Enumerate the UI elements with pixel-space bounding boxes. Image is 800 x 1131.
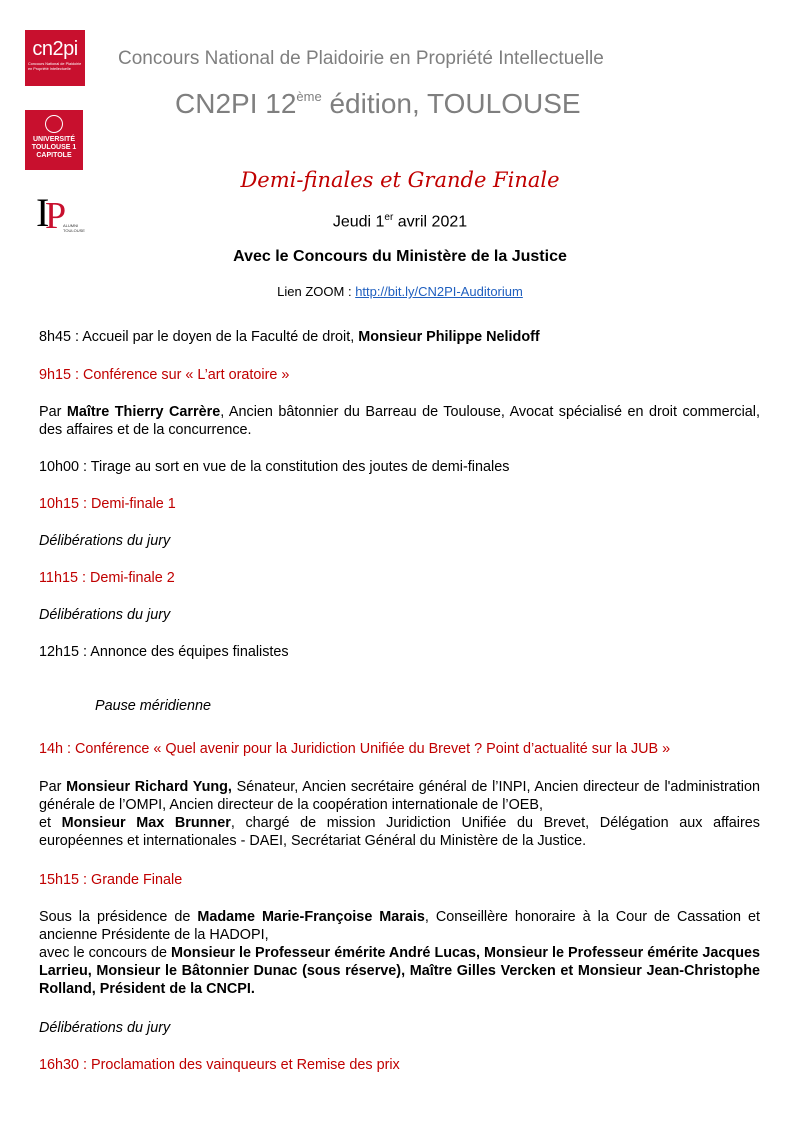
accueil-text: 8h45 : Accueil par le doyen de la Faculté de droit,	[39, 329, 359, 345]
program-annonce: 12h15 : Annonce des équipes finalistes	[39, 644, 289, 660]
program-demi-finale-2: 11h15 : Demi-finale 2	[39, 570, 175, 586]
program-conference-1: 9h15 : Conférence sur « L’art oratoire »	[39, 367, 290, 383]
conf2-speaker-2: Monsieur Max Brunner	[61, 815, 231, 831]
finale-president: Madame Marie-Françoise Marais	[197, 909, 425, 925]
program-finale-jury	[39, 908, 760, 998]
cn2pi-logo	[25, 30, 85, 86]
zoom-line	[0, 284, 800, 299]
zoom-link[interactable]: http://bit.ly/CN2PI-Auditorium	[355, 284, 523, 299]
date-suffix: avril 2021	[393, 213, 468, 231]
program-demi-finale-1: 10h15 : Demi-finale 1	[39, 496, 176, 512]
program-conference-2: 14h : Conférence « Quel avenir pour la Juridiction Unifiée du Brevet ? Point d’actualité sur la JUB »	[39, 741, 671, 757]
program-deliberations-3: Délibérations du jury	[39, 1020, 171, 1036]
conf2-desc-1: Sénateur, Ancien secrétaire général de l’INPI, Ancien directeur de l'administration générale de l’OMPI, Ancien directeur de la coopération internationale de l’OEB,	[39, 779, 760, 813]
program-deliberations-2: Délibérations du jury	[39, 607, 171, 623]
program-grande-finale: 15h15 : Grande Finale	[39, 872, 183, 888]
contest-title: Concours National de Plaidoirie en Propriété Intellectuelle	[118, 48, 604, 69]
cn2pi-logo-subtitle: Concours National de Plaidoirie en Propriété Intellectuelle	[28, 62, 82, 71]
event-subtitle: Demi-finales et Grande Finale	[240, 168, 560, 192]
ut1-logo-line3: CAPITOLE	[36, 152, 72, 159]
conf2-desc-2: , chargé de mission Juridiction Unifiée du Brevet, Délégation aux affaires européennes et internationales - DAEI, Secrétariat Général du Ministère de la Justice.	[39, 815, 760, 849]
ip-logo-i: I	[36, 190, 50, 235]
edition-prefix: CN2PI 12	[175, 88, 297, 119]
ut1-logo-line1: UNIVERSITÉ	[32, 136, 75, 143]
ip-logo-p: P	[45, 195, 67, 237]
university-seal-icon	[45, 115, 63, 133]
finale-desc-1: , Conseillère honoraire à la Cour de Cassation et ancienne Présidente de la HADOPI,	[39, 909, 761, 943]
finale-jury-members: Monsieur le Professeur émérite André Lucas, Monsieur le Professeur émérite Jacques Larrieu, Monsieur le Bâtonnier Dunac (sous réserve), Maître Gilles Vercken et Monsieur Jean-Christophe Rolland, Président de la CNCPI.	[39, 945, 761, 997]
conf2-speaker-1: Monsieur Richard Yung,	[66, 779, 232, 795]
edition-suffix: édition, TOULOUSE	[321, 88, 581, 119]
ip-logo-subtitle: ALUMNI TOULOUSE	[63, 223, 85, 233]
conf2-pre2: et	[39, 815, 62, 831]
program-conference-2-speakers	[39, 778, 760, 850]
conf1-speaker: Maître Thierry Carrère	[66, 404, 221, 420]
ut1-logo-line2: TOULOUSE 1	[31, 144, 77, 151]
university-toulouse-logo	[25, 110, 83, 170]
program-deliberations-1: Délibérations du jury	[39, 533, 171, 549]
accueil-speaker: Monsieur Philippe Nelidoff	[358, 329, 540, 345]
cn2pi-logo-mark: cn2pi	[32, 38, 78, 60]
program-tirage: 10h00 : Tirage au sort en vue de la constitution des joutes de demi-finales	[39, 459, 510, 475]
program-conference-1-speaker	[39, 403, 760, 439]
date-prefix: Jeudi 1	[332, 213, 385, 231]
zoom-label: Lien ZOOM :	[277, 284, 356, 299]
finale-pre: Sous la présidence de	[39, 909, 198, 925]
program-accueil	[39, 328, 760, 346]
date-sup: er	[384, 212, 394, 223]
event-date	[0, 212, 800, 231]
conf1-desc: , Ancien bâtonnier du Barreau de Toulouse, Avocat spécialisé en droit commercial, des affaires et de la concurrence.	[39, 404, 760, 438]
conf2-pre: Par	[39, 779, 67, 795]
ministry-sponsor: Avec le Concours du Ministère de la Justice	[233, 248, 567, 265]
conf1-pre: Par	[39, 404, 67, 420]
edition-title	[175, 88, 581, 120]
program-pause: Pause méridienne	[95, 698, 211, 714]
program-proclamation: 16h30 : Proclamation des vainqueurs et Remise des prix	[39, 1057, 400, 1073]
finale-pre2: avec le concours de	[39, 945, 172, 961]
edition-sup: ème	[296, 89, 322, 104]
